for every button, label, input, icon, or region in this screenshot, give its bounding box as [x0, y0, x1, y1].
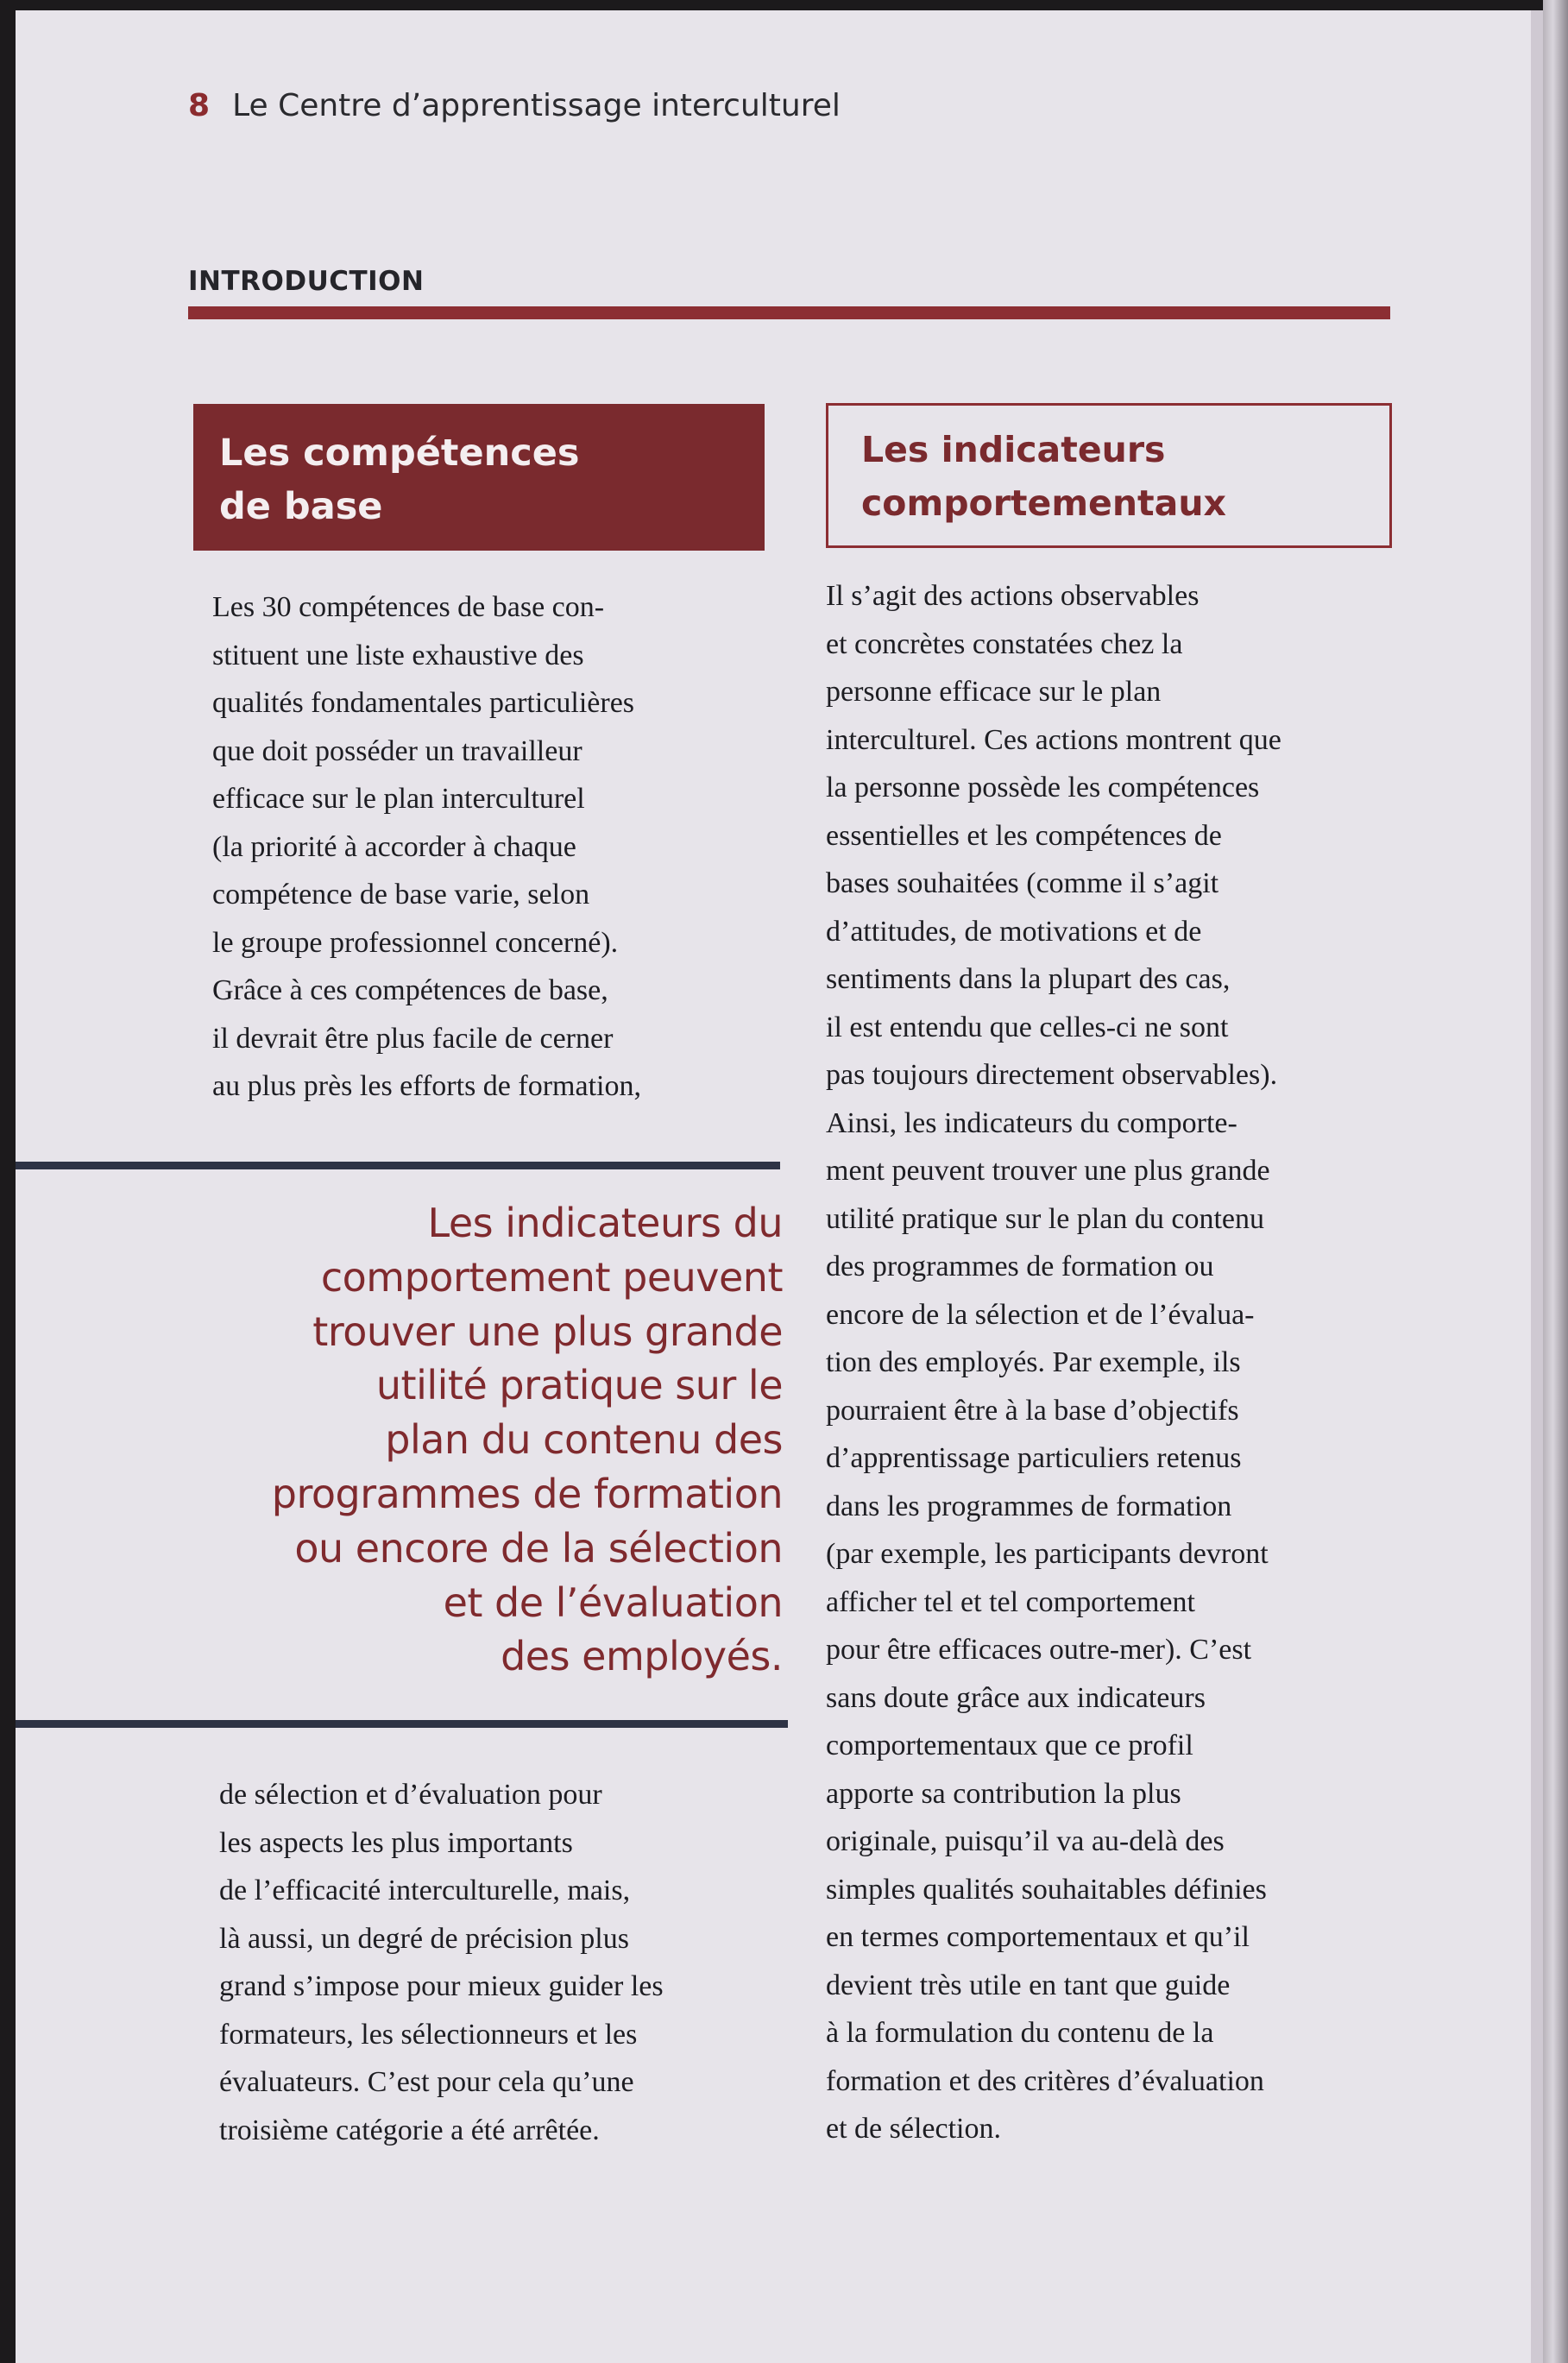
text-line: encore de la sélection et de l’évalua-: [826, 1298, 1255, 1331]
text-line: compétence de base varie, selon: [212, 879, 590, 911]
section-rule: [188, 306, 1390, 319]
text-line: sans doute grâce aux indicateurs: [826, 1681, 1206, 1714]
text-line: et de sélection.: [826, 2113, 1001, 2145]
text-line: bases souhaitées (comme il s’agit: [826, 867, 1219, 899]
text-line: efficace sur le plan interculturel: [212, 783, 585, 815]
text-line: simples qualités souhaitables définies: [826, 1873, 1267, 1906]
text-line: grand s’impose pour mieux guider les: [219, 1970, 664, 2002]
text-line: il devrait être plus facile de cerner: [212, 1022, 614, 1055]
text-line: et concrètes constatées chez la: [826, 627, 1183, 660]
text-line: afficher tel et tel comportement: [826, 1585, 1195, 1618]
running-header: [188, 88, 841, 123]
text-line: formation et des critères d’évaluation: [826, 2064, 1264, 2097]
pullquote: [272, 1196, 783, 1684]
text-line: il est entendu que celles-ci ne sont: [826, 1011, 1229, 1043]
text-line: sentiments dans la plupart des cas,: [826, 963, 1231, 995]
right-paragraph: [826, 572, 1281, 2153]
text-line: des programmes de formation ou: [826, 1251, 1214, 1282]
pullquote-line: plan du contenu des: [385, 1416, 783, 1464]
book-spine: [1543, 0, 1568, 2363]
text-line: de l’efficacité interculturelle, mais,: [219, 1875, 631, 1906]
text-line: là aussi, un degré de précision plus: [219, 1922, 629, 1955]
pullquote-rule-top: [16, 1162, 780, 1169]
text-line: évaluateurs. C’est pour cela qu’une: [219, 2066, 634, 2098]
pullquote-line: utilité pratique sur le: [375, 1362, 783, 1409]
text-line: le groupe professionnel concerné).: [212, 926, 619, 959]
text-line: essentielles et les compétences de: [826, 819, 1222, 852]
heading-line: Les indicateurs: [861, 429, 1166, 470]
pullquote-rule-bottom: [16, 1720, 788, 1728]
section-title: INTRODUCTION: [188, 266, 425, 297]
text-line: formateurs, les sélectionneurs et les: [219, 2018, 638, 2051]
heading-line: de base: [219, 485, 383, 528]
pullquote-line: et de l’évaluation: [443, 1578, 783, 1626]
text-line: troisième catégorie a été arrêtée.: [219, 2114, 600, 2146]
text-line: comportementaux que ce profil: [826, 1730, 1193, 1761]
pullquote-line: comportement peuvent: [320, 1253, 783, 1301]
text-line: qualités fondamentales particulières: [212, 687, 635, 719]
text-line: apporte sa contribution la plus: [826, 1777, 1181, 1810]
text-line: d’apprentissage particuliers retenus: [826, 1442, 1242, 1474]
text-line: (la priorité à accorder à chaque: [212, 830, 576, 863]
text-line: Ainsi, les indicateurs du comporte-: [826, 1106, 1237, 1139]
text-line: utilité pratique sur le plan du contenu: [826, 1202, 1264, 1235]
left-paragraph-1: [212, 583, 641, 1111]
text-line: la personne possède les compétences: [826, 772, 1260, 803]
text-line: en termes comportementaux et qu’il: [826, 1921, 1250, 1953]
text-line: les aspects les plus importants: [219, 1826, 573, 1859]
heading-indicateurs-comportementaux: [826, 403, 1392, 548]
text-line: pourraient être à la base d’objectifs: [826, 1394, 1239, 1427]
text-line: tion des employés. Par exemple, ils: [826, 1346, 1241, 1378]
pullquote-line: Les indicateurs du: [427, 1200, 783, 1246]
heading-line: Les compétences: [219, 432, 580, 475]
text-line: (par exemple, les participants devront: [826, 1538, 1269, 1570]
pullquote-line: trouver une plus grande: [312, 1308, 783, 1355]
text-line: originale, puisqu’il va au-delà des: [826, 1825, 1225, 1857]
text-line: stituent une liste exhaustive des: [212, 639, 584, 671]
pullquote-line: programmes de formation: [271, 1470, 783, 1517]
text-line: d’attitudes, de motivations et de: [826, 915, 1202, 948]
text-line: Les 30 compétences de base con-: [212, 591, 605, 623]
text-line: de sélection et d’évaluation pour: [219, 1779, 602, 1811]
pullquote-line: ou encore de la sélection: [294, 1524, 783, 1572]
pullquote-line: des employés.: [501, 1633, 783, 1680]
text-line: pour être efficaces outre-mer). C’est: [826, 1634, 1252, 1666]
text-line: Il s’agit des actions observables: [826, 580, 1200, 612]
text-line: que doit posséder un travailleur: [212, 734, 582, 767]
text-line: ment peuvent trouver une plus grande: [826, 1155, 1270, 1187]
page-number: 8: [188, 88, 211, 123]
text-line: au plus près les efforts de formation,: [212, 1070, 641, 1102]
left-paragraph-2: [219, 1771, 664, 2154]
text-line: Grâce à ces compétences de base,: [212, 974, 608, 1006]
text-line: pas toujours directement observables).: [826, 1059, 1278, 1091]
text-line: interculturel. Ces actions montrent que: [826, 723, 1281, 756]
text-line: personne efficace sur le plan: [826, 676, 1162, 708]
book-title: Le Centre d’apprentissage interculturel: [232, 88, 841, 123]
heading-competences-de-base: [193, 404, 765, 551]
text-line: à la formulation du contenu de la: [826, 2017, 1214, 2049]
heading-line: comportementaux: [861, 482, 1226, 524]
text-line: devient très utile en tant que guide: [826, 1969, 1231, 2001]
text-line: dans les programmes de formation: [826, 1490, 1232, 1522]
